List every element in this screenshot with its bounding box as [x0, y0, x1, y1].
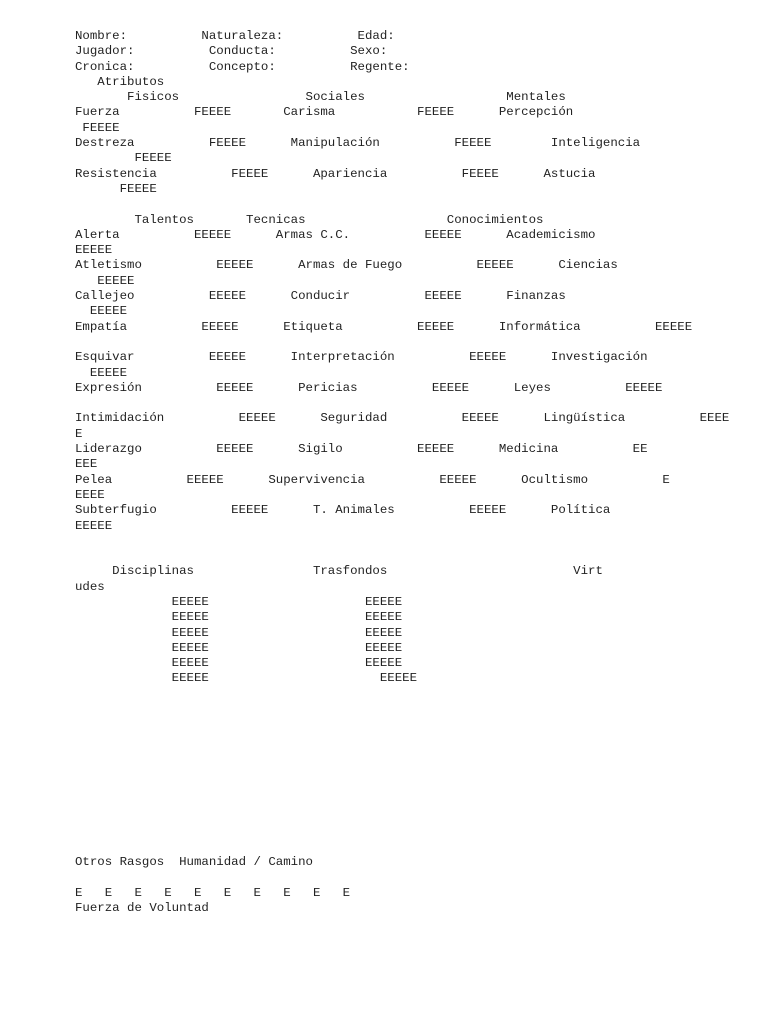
advantages-columns: Disciplinas Trasfondos Virt	[75, 564, 603, 579]
ability-line: Atletismo EEEEE Armas de Fuego EEEEE Ciencias	[75, 258, 618, 273]
attribute-line: FEEEE	[75, 181, 157, 196]
character-sheet	[75, 29, 755, 916]
ability-line: EEE	[75, 457, 98, 472]
ability-line: Subterfugio EEEEE T. Animales EEEEE Política	[75, 503, 611, 518]
advantage-line: EEEEE EEEEE	[75, 640, 403, 655]
spacer	[75, 809, 755, 824]
advantage-line: EEEEE EEEEE	[75, 625, 403, 640]
advantage-line: EEEEE EEEEE	[75, 656, 403, 671]
ability-line: E	[75, 426, 83, 441]
spacer	[75, 549, 755, 564]
ability-line	[75, 396, 755, 411]
spacer	[75, 733, 755, 748]
advantages-wrap: udes	[75, 579, 105, 594]
ability-line: Alerta EEEEE Armas C.C. EEEEE Academicismo	[75, 227, 596, 242]
advantage-line: EEEEE EEEEE	[75, 594, 403, 609]
humanity-dots: E E E E E E E E E E	[75, 885, 351, 900]
spacer	[75, 763, 755, 778]
ability-line: EEEEE	[75, 518, 113, 533]
header-player-row: Jugador: Conducta: Sexo:	[75, 44, 388, 59]
ability-line: Pelea EEEEE Supervivencia EEEEE Ocultismo E	[75, 472, 670, 487]
spacer	[75, 197, 755, 212]
spacer	[75, 748, 755, 763]
ability-line: Callejeo EEEEE Conducir EEEEE Finanzas	[75, 289, 566, 304]
spacer	[75, 717, 755, 732]
ability-line: Empatía EEEEE Etiqueta EEEEE Informática EEEEE	[75, 319, 693, 334]
attribute-line: Fuerza FEEEE Carisma FEEEE Percepción	[75, 105, 574, 120]
ability-line: EEEEE	[75, 304, 128, 319]
advantage-line: EEEEE EEEEE	[75, 671, 418, 686]
attribute-line: FEEEE	[75, 151, 172, 166]
advantage-line: EEEEE EEEEE	[75, 610, 403, 625]
spacer	[75, 779, 755, 794]
spacer	[75, 702, 755, 717]
spacer	[75, 840, 755, 855]
other-traits-title: Otros Rasgos Humanidad / Camino	[75, 855, 313, 870]
ability-line	[75, 335, 755, 350]
ability-line: Expresión EEEEE Pericias EEEEE Leyes EEEEE	[75, 380, 663, 395]
attributes-title: Atributos	[75, 74, 165, 89]
spacer	[75, 687, 755, 702]
header-name-row: Nombre: Naturaleza: Edad:	[75, 29, 395, 43]
ability-line: Intimidación EEEEE Seguridad EEEEE Lingüística EEEE	[75, 411, 730, 426]
ability-line: Liderazgo EEEEE Sigilo EEEEE Medicina EE	[75, 442, 648, 457]
ability-line: EEEEE	[75, 243, 113, 258]
attribute-line: FEEEE	[75, 120, 120, 135]
spacer	[75, 824, 755, 839]
ability-line: EEEE	[75, 487, 105, 502]
attribute-line: Resistencia FEEEE Apariencia FEEEE Astucia	[75, 166, 596, 181]
ability-line: EEEEE	[75, 365, 128, 380]
ability-line: EEEEE	[75, 273, 135, 288]
willpower-label: Fuerza de Voluntad	[75, 900, 209, 915]
spacer	[75, 534, 755, 549]
header-chronicle-row: Cronica: Concepto: Regente:	[75, 59, 410, 74]
abilities-columns: Talentos Tecnicas Conocimientos	[75, 212, 544, 227]
attributes-columns: Fisicos Sociales Mentales	[75, 90, 566, 105]
attribute-line: Destreza FEEEE Manipulación FEEEE Inteligencia	[75, 136, 641, 151]
spacer	[75, 870, 755, 885]
ability-line: Esquivar EEEEE Interpretación EEEEE Investigación	[75, 350, 648, 365]
spacer	[75, 794, 755, 809]
